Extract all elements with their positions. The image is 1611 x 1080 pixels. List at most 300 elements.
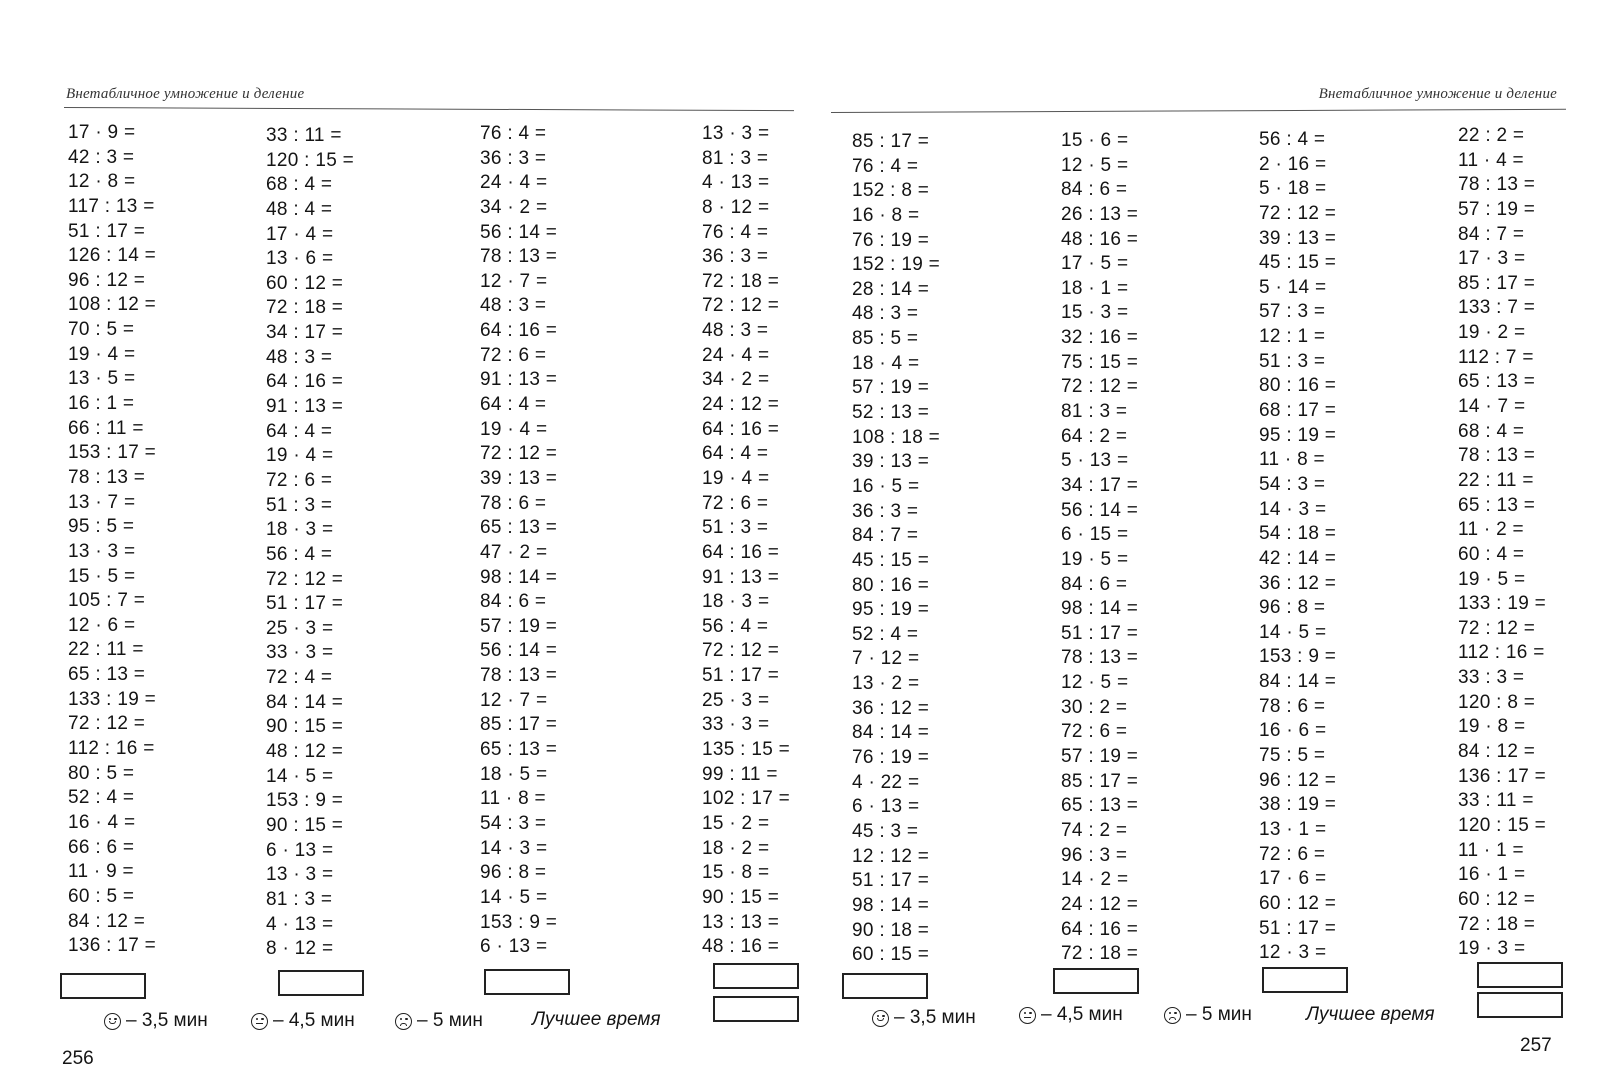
exercise: 18 · 3 = [702,591,770,613]
exercise: 14 · 3 = [1259,498,1327,520]
exercise: 96 : 12 = [1259,769,1337,791]
exercise: 91 : 13 = [266,396,344,418]
exercise: 72 : 6 = [1259,843,1326,865]
exercise: 36 : 3 = [852,500,919,522]
exercise: 80 : 16 = [1259,375,1337,397]
exercise: 75 : 15 = [1061,351,1139,373]
exercise: 51 : 17 = [1259,917,1337,939]
exercise: 39 : 13 = [480,467,558,489]
exercise: 56 : 4 = [266,543,333,565]
exercise: 19 · 4 = [68,343,136,365]
exercise: 98 : 14 = [852,894,930,916]
exercise: 51 : 3 = [702,517,769,539]
exercise: 68 : 4 = [266,174,333,196]
exercise: 24 · 4 = [480,172,548,194]
exercise: 95 : 19 = [852,599,930,621]
exercise: 51 : 17 = [1061,622,1139,644]
exercise: 72 : 18 = [266,297,344,319]
exercise: 72 : 18 = [702,270,780,292]
exercise: 64 : 16 = [480,320,558,342]
exercise: 12 · 3 = [1259,942,1327,964]
legend-text: – 4,5 мин [273,1010,355,1031]
sad-face-icon [1164,1007,1181,1024]
exercise: 36 : 12 = [852,697,930,719]
exercise: 112 : 16 = [1458,642,1545,664]
exercise: 17 · 5 = [1061,253,1129,275]
exercise: 72 : 12 = [1458,617,1536,639]
exercise: 64 : 16 = [702,418,780,440]
exercise: 56 : 14 = [1061,499,1139,521]
exercise: 8 · 12 = [702,196,770,218]
exercise: 66 : 6 = [68,836,135,858]
exercise: 126 : 14 = [68,245,157,267]
exercise: 18 · 2 = [702,837,770,859]
exercise: 28 : 14 = [852,278,930,300]
exercise: 32 : 16 = [1061,327,1139,349]
answer-box-4[interactable] [1477,962,1563,988]
exercise: 133 : 7 = [1458,297,1536,319]
exercise: 13 · 2 = [852,673,920,695]
exercise: 65 : 13 = [480,739,558,761]
neutral-face-icon [251,1013,268,1030]
exercise: 105 : 7 = [68,590,146,612]
exercise: 60 : 4 = [1458,543,1525,565]
exercise: 72 : 12 = [266,568,344,590]
exercise: 60 : 12 = [266,272,344,294]
exercise: 19 · 5 = [1061,548,1129,570]
exercise: 57 : 19 = [1458,198,1536,220]
exercise: 13 · 3 = [68,540,136,562]
answer-box-4[interactable] [713,963,799,989]
exercise: 5 · 13 = [1061,450,1129,472]
exercise: 51 : 3 = [266,494,333,516]
exercise: 120 : 15 = [266,149,355,171]
exercise: 14 · 5 = [1259,621,1327,643]
exercise: 13 · 3 = [266,864,334,886]
exercise: 2 · 16 = [1259,153,1327,175]
exercise: 8 · 12 = [266,938,334,960]
exercise: 19 · 4 = [702,467,770,489]
exercise: 14 · 2 = [1061,869,1129,891]
exercise: 18 · 3 = [266,519,334,541]
exercise: 65 : 13 = [68,664,146,686]
exercise: 14 · 5 = [480,886,548,908]
exercise: 153 : 9 = [266,790,344,812]
exercise: 72 : 6 = [480,344,547,366]
legend-text: – 3,5 мин [126,1010,208,1031]
exercise: 120 : 15 = [1458,814,1547,836]
exercise: 22 : 11 = [68,639,144,661]
exercise: 84 : 6 = [1061,573,1128,595]
exercise: 98 : 14 = [1061,598,1139,620]
best-time-label: Лучшее время [532,1009,661,1030]
exercise: 95 : 19 = [1259,424,1337,446]
exercise: 64 : 4 = [480,394,547,416]
exercise: 6 · 13 = [480,936,548,958]
exercise: 48 : 12 = [266,741,344,763]
exercise: 112 : 16 = [68,738,155,760]
exercise: 13 · 7 = [68,491,136,513]
exercise: 14 · 5 = [266,765,334,787]
exercise: 64 : 4 = [702,443,769,465]
exercise: 81 : 3 = [702,147,769,169]
exercise: 91 : 13 = [702,566,780,588]
exercise: 136 : 17 = [68,935,157,957]
exercise: 84 : 12 = [68,910,146,932]
exercise: 56 : 4 = [702,615,769,637]
left-page [0,0,805,1080]
exercise: 95 : 5 = [68,516,135,538]
exercise: 84 : 14 = [266,691,344,713]
exercise: 19 · 3 = [1458,938,1526,960]
exercise: 6 · 13 = [266,839,334,861]
exercise: 14 · 3 = [480,837,548,859]
exercise: 65 : 13 = [1458,494,1536,516]
exercise: 72 : 12 = [1259,202,1337,224]
exercise: 19 · 8 = [1458,716,1526,738]
best-time-box[interactable] [1477,992,1563,1018]
exercise: 120 : 8 = [1458,691,1536,713]
exercise: 91 : 13 = [480,369,558,391]
exercise: 152 : 8 = [852,180,930,202]
exercise: 12 · 5 = [1061,672,1129,694]
exercise: 70 : 5 = [68,319,135,341]
legend-text: – 5 мин [1186,1004,1252,1025]
exercise: 12 · 7 = [480,689,548,711]
exercise: 25 · 3 = [266,617,334,639]
exercise: 18 · 4 = [852,352,920,374]
exercise: 11 · 4 = [1458,149,1524,171]
exercise: 51 : 3 = [1259,350,1326,372]
legend-neutral [251,1010,355,1032]
best-time-box[interactable] [713,996,799,1022]
exercise: 34 : 17 = [266,322,344,344]
exercise: 36 : 3 = [480,147,547,169]
answer-box-2[interactable] [1053,968,1139,994]
smiling-face-icon [104,1013,121,1030]
exercise: 90 : 15 = [266,814,344,836]
exercise: 38 : 19 = [1259,794,1337,816]
exercise: 60 : 15 = [852,944,930,966]
exercise: 16 · 5 = [852,475,920,497]
exercise: 90 : 18 = [852,919,930,941]
exercise: 17 · 9 = [68,122,136,143]
exercise: 54 : 3 = [480,812,547,834]
right-page [805,0,1611,1080]
exercise: 34 · 2 = [480,196,548,218]
exercise: 4 · 13 = [702,172,770,194]
exercise: 72 : 12 = [1061,376,1139,398]
neutral-face-icon [1019,1007,1036,1024]
exercise: 66 : 11 = [68,417,144,439]
exercise: 11 · 2 = [1458,519,1524,541]
exercise: 80 : 5 = [68,762,135,784]
exercise: 36 : 3 = [702,246,769,268]
legend-happy [104,1010,208,1032]
exercise: 64 : 16 = [266,371,344,393]
sad-face-icon [395,1013,412,1030]
exercise: 18 · 5 = [480,763,548,785]
exercise: 15 · 5 = [68,565,136,587]
exercise: 14 · 7 = [1458,396,1526,418]
exercise: 78 : 6 = [480,492,547,514]
exercise: 17 · 3 = [1458,248,1526,270]
exercise-column-4 [702,122,790,960]
exercise: 33 · 3 = [266,642,334,664]
exercise: 56 : 14 = [480,221,558,243]
exercise: 133 : 19 = [1458,593,1547,615]
exercise: 74 : 2 = [1061,819,1128,841]
exercise: 4 · 22 = [852,771,920,793]
exercise: 24 · 4 = [702,344,770,366]
exercise: 72 : 12 = [68,713,146,735]
exercise: 56 : 14 = [480,640,558,662]
exercise: 11 · 1 = [1458,839,1524,861]
exercise: 90 : 15 = [702,886,780,908]
exercise: 84 : 6 = [1061,179,1128,201]
running-head: Внетабличное умножение и деление [66,86,305,102]
exercise: 80 : 16 = [852,574,930,596]
exercise: 12 : 12 = [852,845,930,867]
exercise: 90 : 15 = [266,716,344,738]
best-time-label: Лучшее время [1306,1004,1435,1025]
exercise: 52 : 13 = [852,402,930,424]
exercise: 16 : 1 = [68,393,135,415]
exercise: 65 : 13 = [1458,371,1536,393]
exercise-column-1 [68,121,156,959]
exercise: 13 · 1 = [1259,818,1327,840]
exercise: 84 : 7 = [852,525,919,547]
exercise: 52 : 4 = [852,623,919,645]
exercise: 78 : 13 = [1458,445,1536,467]
exercise: 136 : 17 = [1458,765,1547,787]
exercise: 84 : 7 = [1458,223,1525,245]
exercise: 135 : 15 = [702,739,791,761]
exercise: 64 : 16 = [702,541,780,563]
exercise: 11 · 8 = [1259,449,1325,471]
exercise-column-3 [480,122,557,960]
exercise: 51 : 17 = [702,665,780,687]
exercise: 6 · 13 = [852,796,920,818]
exercise: 16 · 8 = [852,204,920,226]
exercise: 96 : 12 = [68,269,146,291]
exercise: 51 : 17 = [68,220,146,242]
exercise: 16 · 4 = [68,811,136,833]
exercise: 48 : 4 = [266,198,333,220]
exercise: 19 · 4 = [266,445,334,467]
exercise: 96 : 3 = [1061,844,1128,866]
exercise: 76 : 19 = [852,747,930,769]
exercise: 65 : 13 = [480,517,558,539]
exercise: 47 · 2 = [480,541,548,563]
exercise: 108 : 18 = [852,426,941,448]
exercise: 112 : 7 = [1458,346,1534,368]
exercise: 78 : 13 = [1061,647,1139,669]
exercise: 76 : 19 = [852,229,930,251]
exercise: 78 : 13 = [480,665,558,687]
exercise: 57 : 19 = [1061,746,1139,768]
exercise-column-3 [1259,128,1336,966]
exercise: 45 : 15 = [852,549,930,571]
exercise: 84 : 12 = [1458,741,1536,763]
exercise: 78 : 13 = [1458,174,1536,196]
exercise: 64 : 4 = [266,420,333,442]
exercise: 60 : 5 = [68,885,135,907]
exercise: 65 : 13 = [1061,795,1139,817]
exercise: 60 : 12 = [1259,892,1337,914]
exercise: 72 : 6 = [1061,721,1128,743]
exercise: 54 : 3 = [1259,473,1326,495]
exercise: 51 : 17 = [266,593,344,615]
exercise: 56 : 4 = [1259,129,1326,150]
exercise: 48 : 3 = [266,346,333,368]
exercise: 54 : 18 = [1259,523,1337,545]
exercise: 33 · 3 = [702,714,770,736]
exercise: 34 · 2 = [702,369,770,391]
exercise: 16 · 6 = [1259,720,1327,742]
exercise: 42 : 14 = [1259,547,1337,569]
exercise: 42 : 3 = [68,146,135,168]
exercise: 33 : 3 = [1458,667,1525,689]
legend-sad [1164,1004,1252,1026]
legend-happy [872,1007,976,1029]
exercise: 48 : 16 = [1061,228,1139,250]
exercise: 15 · 2 = [702,812,770,834]
exercise: 11 · 9 = [68,861,134,883]
exercise: 57 : 19 = [480,615,558,637]
exercise: 85 : 17 = [480,714,558,736]
exercise: 33 : 11 = [266,125,342,146]
exercise: 85 : 17 = [1061,770,1139,792]
answer-box-1[interactable] [842,973,928,999]
exercise: 12 · 6 = [68,614,136,636]
exercise: 22 : 2 = [1458,125,1525,146]
smiling-face-icon [872,1010,889,1027]
exercise: 19 · 4 = [480,418,548,440]
exercise: 96 : 8 = [1259,597,1326,619]
exercise: 19 · 2 = [1458,322,1526,344]
exercise-column-1 [852,130,940,968]
exercise: 96 : 8 = [480,862,547,884]
exercise: 48 : 3 = [852,303,919,325]
exercise: 39 : 13 = [1259,227,1337,249]
exercise: 13 : 13 = [702,911,780,933]
exercise: 48 : 3 = [702,320,769,342]
exercise: 19 · 5 = [1458,568,1526,590]
answer-box-3[interactable] [1262,967,1348,993]
exercise: 76 : 4 = [480,123,547,144]
exercise: 48 : 16 = [702,936,780,958]
exercise: 85 : 17 = [1458,272,1536,294]
exercise: 84 : 14 = [852,722,930,744]
exercise: 51 : 17 = [852,870,930,892]
exercise: 12 · 5 = [1061,154,1129,176]
exercise: 16 · 1 = [1458,864,1526,886]
exercise-column-4 [1458,124,1546,962]
exercise: 7 · 12 = [852,648,920,670]
exercise: 33 : 11 = [1458,790,1534,812]
exercise: 5 · 18 = [1259,178,1327,200]
exercise: 98 : 14 = [480,566,558,588]
exercise: 15 · 3 = [1061,302,1129,324]
exercise: 76 : 4 = [852,155,919,177]
running-head: Внетабличное умножение и деление [1318,86,1557,102]
exercise: 72 : 4 = [266,667,333,689]
exercise: 30 : 2 = [1061,696,1128,718]
exercise: 153 : 17 = [68,442,157,464]
exercise: 72 : 18 = [1458,913,1536,935]
exercise: 76 : 4 = [702,221,769,243]
exercise: 15 · 6 = [1061,130,1129,151]
exercise: 4 · 13 = [266,913,334,935]
exercise: 64 : 16 = [1061,918,1139,940]
exercise: 45 : 15 = [1259,252,1337,274]
exercise: 11 · 8 = [480,788,546,810]
exercise-column-2 [266,124,354,962]
exercise: 78 : 13 = [68,466,146,488]
exercise: 152 : 19 = [852,254,941,276]
exercise: 153 : 9 = [480,911,558,933]
exercise: 68 : 17 = [1259,400,1337,422]
exercise: 153 : 9 = [1259,646,1337,668]
exercise: 12 : 1 = [1259,326,1326,348]
exercise: 17 · 4 = [266,223,334,245]
exercise: 13 · 3 = [702,123,770,144]
exercise: 12 · 8 = [68,171,136,193]
legend-neutral [1019,1004,1123,1026]
answer-box-1[interactable] [60,973,146,999]
exercise: 75 : 5 = [1259,745,1326,767]
exercise: 36 : 12 = [1259,572,1337,594]
exercise: 108 : 12 = [68,294,157,316]
exercise: 17 · 6 = [1259,868,1327,890]
exercise: 5 · 14 = [1259,276,1327,298]
exercise: 26 : 13 = [1061,203,1139,225]
answer-box-2[interactable] [278,970,364,996]
exercise: 57 : 3 = [1259,301,1326,323]
exercise: 24 : 12 = [702,394,780,416]
exercise: 84 : 14 = [1259,671,1337,693]
page-number: 256 [62,1048,94,1069]
exercise: 34 : 17 = [1061,474,1139,496]
exercise: 84 : 6 = [480,591,547,613]
exercise: 64 : 2 = [1061,425,1128,447]
exercise: 57 : 19 = [852,377,930,399]
legend-text: – 5 мин [417,1010,483,1031]
legend-text: – 4,5 мин [1041,1004,1123,1025]
exercise: 133 : 19 = [68,688,157,710]
exercise: 22 : 11 = [1458,469,1534,491]
exercise: 72 : 6 = [702,492,769,514]
exercise: 81 : 3 = [1061,401,1128,423]
answer-box-3[interactable] [484,969,570,995]
exercise: 117 : 13 = [68,195,155,217]
exercise: 102 : 17 = [702,788,791,810]
exercise: 72 : 12 = [702,295,780,317]
exercise-column-2 [1061,129,1138,967]
legend-sad [395,1010,483,1032]
exercise: 85 : 5 = [852,328,919,350]
exercise: 68 : 4 = [1458,420,1525,442]
exercise: 24 : 12 = [1061,893,1139,915]
exercise: 60 : 12 = [1458,888,1536,910]
exercise: 6 · 15 = [1061,524,1129,546]
exercise: 78 : 13 = [480,246,558,268]
exercise: 12 · 7 = [480,270,548,292]
exercise: 25 · 3 = [702,689,770,711]
exercise: 72 : 12 = [702,640,780,662]
exercise: 48 : 3 = [480,295,547,317]
